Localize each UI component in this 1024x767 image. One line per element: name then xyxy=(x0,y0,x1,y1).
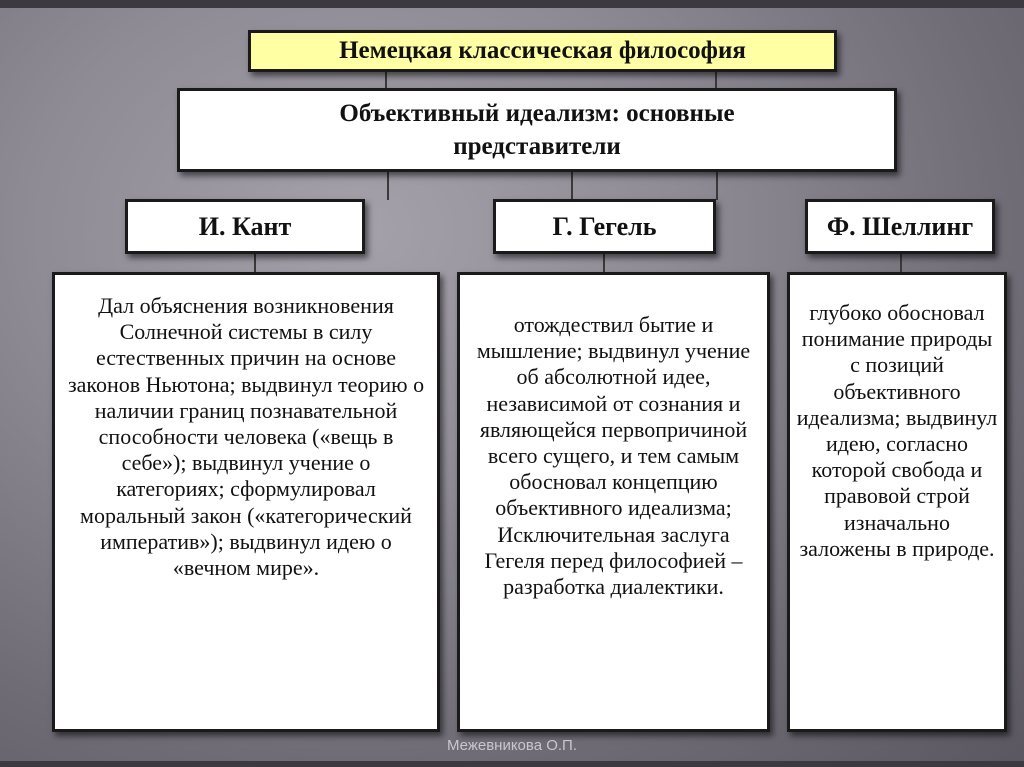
description-kant-text: Дал объяснения возникновения Солнечной системы в силу естественных причин на основе законов Ньютона; выдвинул теорию о наличии границ познавательной способности человека («вещь в себе»); выдвинул учение о категориях; сформулировал моральный закон («категорический императив»); выдвинул идею о «вечном мире». xyxy=(67,293,425,581)
connector-hegel-desc xyxy=(603,254,605,273)
bottom-stripe xyxy=(0,761,1024,767)
description-schelling-text: глубоко обосновал понимание природы с позиций объективного идеализма; выдвинул идею, согласно которой свобода и правовой строй изначально заложены в природе. xyxy=(796,300,998,561)
description-hegel xyxy=(457,272,770,732)
connector-subtitle-kant xyxy=(387,172,389,200)
connector-subtitle-schelling xyxy=(716,172,718,200)
connector-schelling-desc xyxy=(900,254,902,273)
description-hegel-text: отождествил бытие и мышление; выдвинул учение об абсолютной идее, независимой от сознания и являющейся первопричиной всего сущего, и тем самым обосновал концепцию объективного идеализма; Исключительная заслуга Гегеля перед философией – разработка диалектики. xyxy=(476,312,751,600)
philosopher-name-hegel-text: Г. Гегель xyxy=(552,211,657,241)
philosopher-name-hegel xyxy=(493,199,716,254)
philosopher-name-kant-text: И. Кант xyxy=(198,211,292,241)
description-kant xyxy=(52,272,440,732)
diagram-subtitle-text: Объективный идеализм: основные представители xyxy=(339,100,735,160)
philosopher-name-schelling-text: Ф. Шеллинг xyxy=(826,211,974,241)
philosopher-name-schelling xyxy=(805,199,995,254)
connector-title-subtitle xyxy=(385,72,387,89)
diagram-subtitle xyxy=(177,88,897,172)
description-schelling xyxy=(787,272,1007,732)
diagram-title-text: Немецкая классическая философия xyxy=(339,37,746,64)
connector-kant-desc xyxy=(254,254,256,273)
philosopher-name-kant xyxy=(125,199,365,254)
top-stripe xyxy=(0,0,1024,8)
footer-author: Межевникова О.П. xyxy=(446,737,577,754)
diagram-title xyxy=(248,30,837,72)
connector-title-subtitle-right xyxy=(715,72,717,89)
connector-subtitle-hegel xyxy=(571,172,573,200)
